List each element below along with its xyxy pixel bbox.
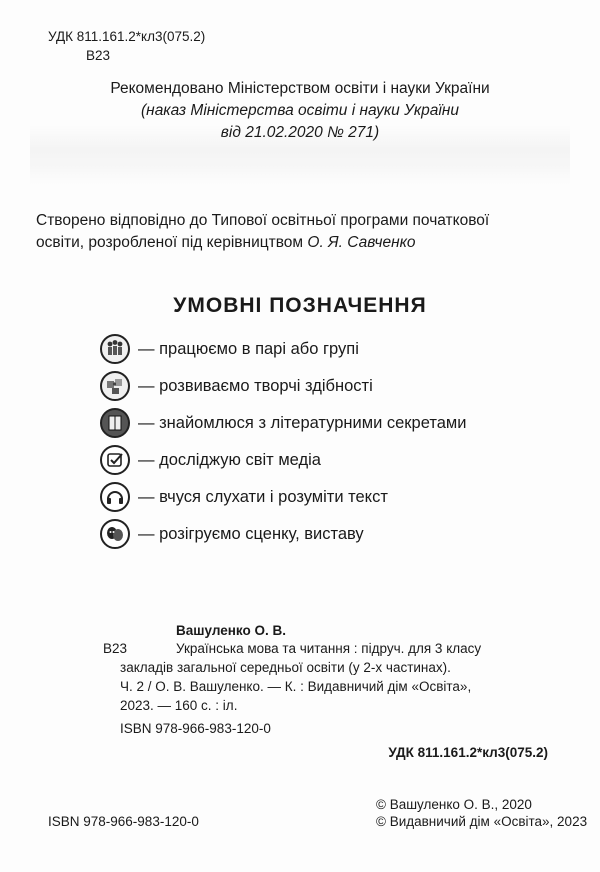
legend-item-text: — працюємо в парі або групі (138, 339, 359, 358)
catalog-udc: УДК 811.161.2*кл3(075.2) (388, 745, 548, 760)
headset-listening-icon (100, 482, 130, 512)
legend-item-creativity (100, 369, 373, 403)
legend-title: УМОВНІ ПОЗНАЧЕННЯ (173, 294, 427, 317)
catalog-author: Вашуленко О. В. (176, 623, 286, 638)
recommendation-line-3: від 21.02.2020 № 271) (220, 124, 380, 141)
catalog-isbn: ISBN 978-966-983-120-0 (120, 721, 271, 736)
catalog-line-3: Ч. 2 / О. В. Вашуленко. — К. : Видавничий дім «Освіта», (120, 679, 472, 694)
theatre-masks-icon (100, 519, 130, 549)
footer-isbn: ISBN 978-966-983-120-0 (48, 814, 199, 829)
bbk-top: В23 (86, 48, 111, 63)
catalog-code: В23 (103, 641, 128, 656)
program-line-2-prefix: освіти, розробленої під керівництвом (36, 234, 304, 251)
legend-item-text: — розігруємо сценку, виставу (138, 524, 364, 543)
footer-copyright-publisher: © Видавничий дім «Освіта», 2023 (376, 814, 588, 829)
puzzle-creativity-icon (100, 371, 130, 401)
program-line-1: Створено відповідно до Типової освітньої програми початкової (36, 212, 490, 229)
legend-item-literary (100, 406, 466, 440)
legend-item-theatre (100, 517, 364, 551)
legend-item-media (100, 443, 321, 477)
legend-item-text: — досліджую світ медіа (138, 450, 321, 469)
media-checkbox-icon (100, 445, 130, 475)
recommendation-line-1: Рекомендовано Міністерством освіти і науки України (110, 80, 490, 97)
program-author: О. Я. Савченко (307, 234, 416, 251)
legend-item-text: — розвиваємо творчі здібності (138, 376, 373, 395)
footer-copyright-author: © Вашуленко О. В., 2020 (376, 797, 532, 812)
catalog-line-4: 2023. — 160 с. : іл. (120, 698, 238, 713)
udc-top: УДК 811.161.2*кл3(075.2) (48, 29, 206, 44)
catalog-line-2: закладів загальної середньої освіти (у 2-х частинах). (120, 660, 451, 675)
recommendation-line-2: (наказ Міністерства освіти і науки України (141, 102, 459, 119)
legend-item-text: — вчуся слухати і розуміти текст (138, 487, 388, 506)
book-literary-secrets-icon (100, 408, 130, 438)
legend-item-pair-group (100, 332, 359, 366)
program-line-2 (36, 232, 416, 253)
legend-item-listening (100, 480, 388, 514)
pair-group-work-icon (100, 334, 130, 364)
legend-item-text: — знайомлюся з літературними секретами (138, 413, 467, 432)
catalog-line-1: Українська мова та читання : підруч. для 3 класу (176, 641, 482, 656)
